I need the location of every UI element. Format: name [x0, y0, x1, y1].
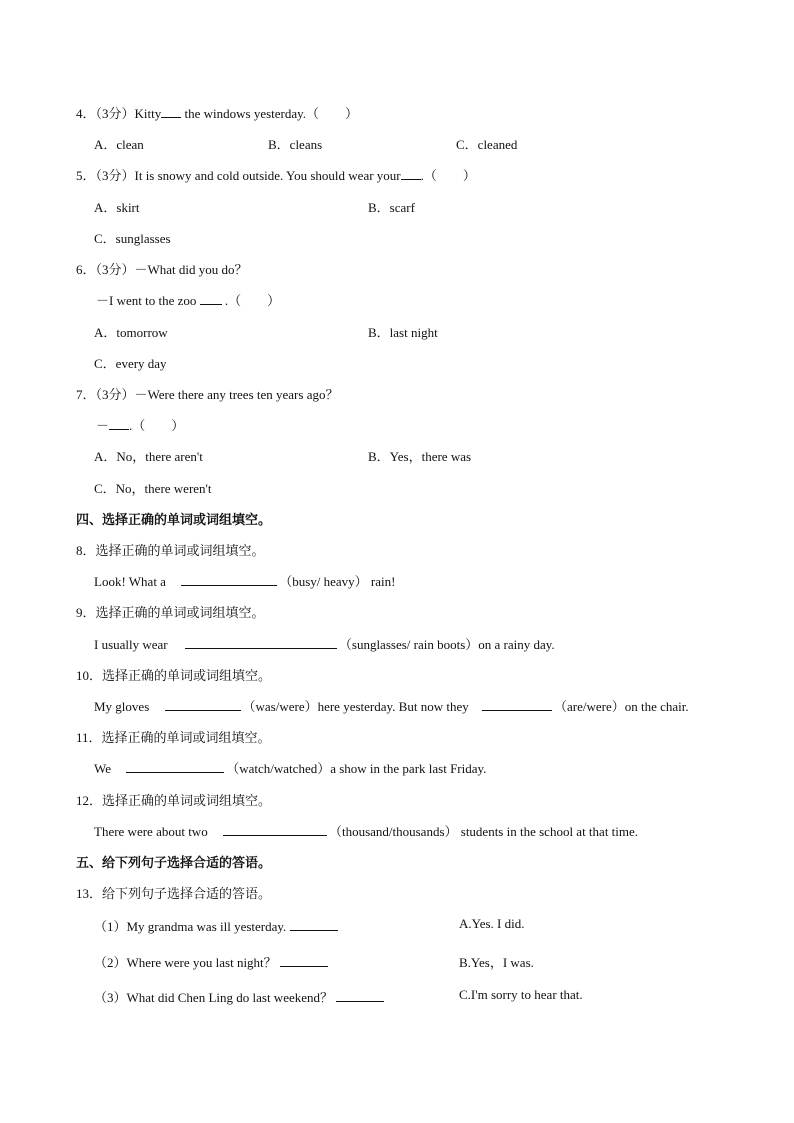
- q4-stem: [76, 103, 358, 122]
- q10-sentence: [94, 696, 689, 715]
- q6-option-c[interactable]: C．every day: [94, 356, 167, 371]
- q13-item-1-blank[interactable]: [290, 918, 338, 931]
- q10-blank-2[interactable]: [482, 698, 552, 711]
- q10-blank-1[interactable]: [165, 698, 241, 711]
- q7-line2-prefix: －: [96, 418, 110, 433]
- q7-line2-suffix: .（ ）: [129, 418, 185, 433]
- q5-blank[interactable]: [401, 167, 421, 180]
- q5-option-b[interactable]: B．scarf: [368, 200, 415, 215]
- q13-answer-b: B.Yes，I was.: [459, 955, 534, 970]
- q5-option-a[interactable]: A．skirt: [94, 200, 140, 215]
- q13-item-2: [94, 952, 328, 971]
- q8-after: （busy/ heavy） rain!: [279, 574, 396, 589]
- q8-before: Look! What a: [94, 574, 166, 589]
- q7-option-b[interactable]: B．Yes，there was: [368, 449, 472, 464]
- q5-stem: [76, 165, 476, 184]
- q11-after: （watch/watched）a show in the park last Friday.: [226, 761, 487, 776]
- q13-title: 13．给下列句子选择合适的答语。: [76, 886, 272, 901]
- q13-item-2-blank[interactable]: [280, 954, 328, 967]
- q10-middle: （was/were）here yesterday. But now they: [242, 699, 469, 714]
- q8-blank[interactable]: [181, 573, 277, 586]
- q11-title: 11．选择正确的单词或词组填空。: [76, 730, 271, 745]
- q6-stem: 6．（3分）－What did you do？: [76, 262, 248, 277]
- q9-blank[interactable]: [185, 636, 337, 649]
- q8-sentence: [94, 571, 395, 590]
- q7-stem: 7．（3分）－Were there any trees ten years ago？: [76, 387, 339, 402]
- q13-item-3-text: （3）What did Chen Ling do last weekend？: [94, 990, 337, 1005]
- q9-after: （sunglasses/ rain boots）on a rainy day.: [338, 637, 555, 652]
- q4-blank[interactable]: [161, 105, 181, 118]
- q8-title: 8．选择正确的单词或词组填空。: [76, 543, 265, 558]
- q11-sentence: [94, 758, 486, 777]
- q13-item-2-text: （2）Where were you last night？: [94, 955, 280, 970]
- q4-suffix: the windows yesterday.（ ）: [181, 106, 359, 121]
- q9-before: I usually wear: [94, 637, 168, 652]
- q6-blank[interactable]: [200, 292, 222, 305]
- q4-option-b[interactable]: B．cleans: [268, 137, 323, 152]
- q4-option-c[interactable]: C．cleaned: [456, 137, 518, 152]
- q4-prefix: 4．（3分）Kitty: [76, 106, 162, 121]
- q10-before: My gloves: [94, 699, 150, 714]
- q7-blank[interactable]: [109, 417, 129, 430]
- q6-option-b[interactable]: B．last night: [368, 325, 438, 340]
- q12-blank[interactable]: [223, 823, 327, 836]
- q13-item-1-text: （1）My grandma was ill yesterday.: [94, 919, 290, 934]
- q11-blank[interactable]: [126, 760, 224, 773]
- q12-sentence: [94, 821, 638, 840]
- q6-line2-prefix: －I went to the zoo: [96, 293, 200, 308]
- q13-answer-c: C.I'm sorry to hear that.: [459, 987, 583, 1002]
- q13-answer-a: A.Yes. I did.: [459, 916, 525, 931]
- q13-item-1: [94, 916, 338, 935]
- q5-suffix: .（ ）: [420, 168, 476, 183]
- q7-line2: [96, 415, 184, 434]
- q6-option-a[interactable]: A．tomorrow: [94, 325, 168, 340]
- q5-prefix: 5．（3分）It is snowy and cold outside. You should wear your: [76, 168, 401, 183]
- q9-sentence: [94, 634, 555, 653]
- q7-option-c[interactable]: C．No，there weren't: [94, 481, 212, 496]
- section-5-heading: 五、给下列句子选择合适的答语。: [76, 855, 272, 870]
- q13-item-3-blank[interactable]: [336, 989, 384, 1002]
- q6-line2-suffix: .（ ）: [221, 293, 281, 308]
- q10-title: 10．选择正确的单词或词组填空。: [76, 668, 272, 683]
- q12-before: There were about two: [94, 824, 208, 839]
- q12-after: （thousand/thousands） students in the school at that time.: [328, 824, 639, 839]
- section-4-heading: 四、选择正确的单词或词组填空。: [76, 512, 272, 527]
- q6-line2: [96, 290, 280, 309]
- q12-title: 12．选择正确的单词或词组填空。: [76, 793, 272, 808]
- q9-title: 9．选择正确的单词或词组填空。: [76, 605, 265, 620]
- q7-option-a[interactable]: A．No，there aren't: [94, 449, 203, 464]
- q10-after: （are/were）on the chair.: [553, 699, 689, 714]
- q13-item-3: [94, 987, 384, 1006]
- q11-before: We: [94, 761, 111, 776]
- q5-option-c[interactable]: C．sunglasses: [94, 231, 171, 246]
- q4-option-a[interactable]: A．clean: [94, 137, 144, 152]
